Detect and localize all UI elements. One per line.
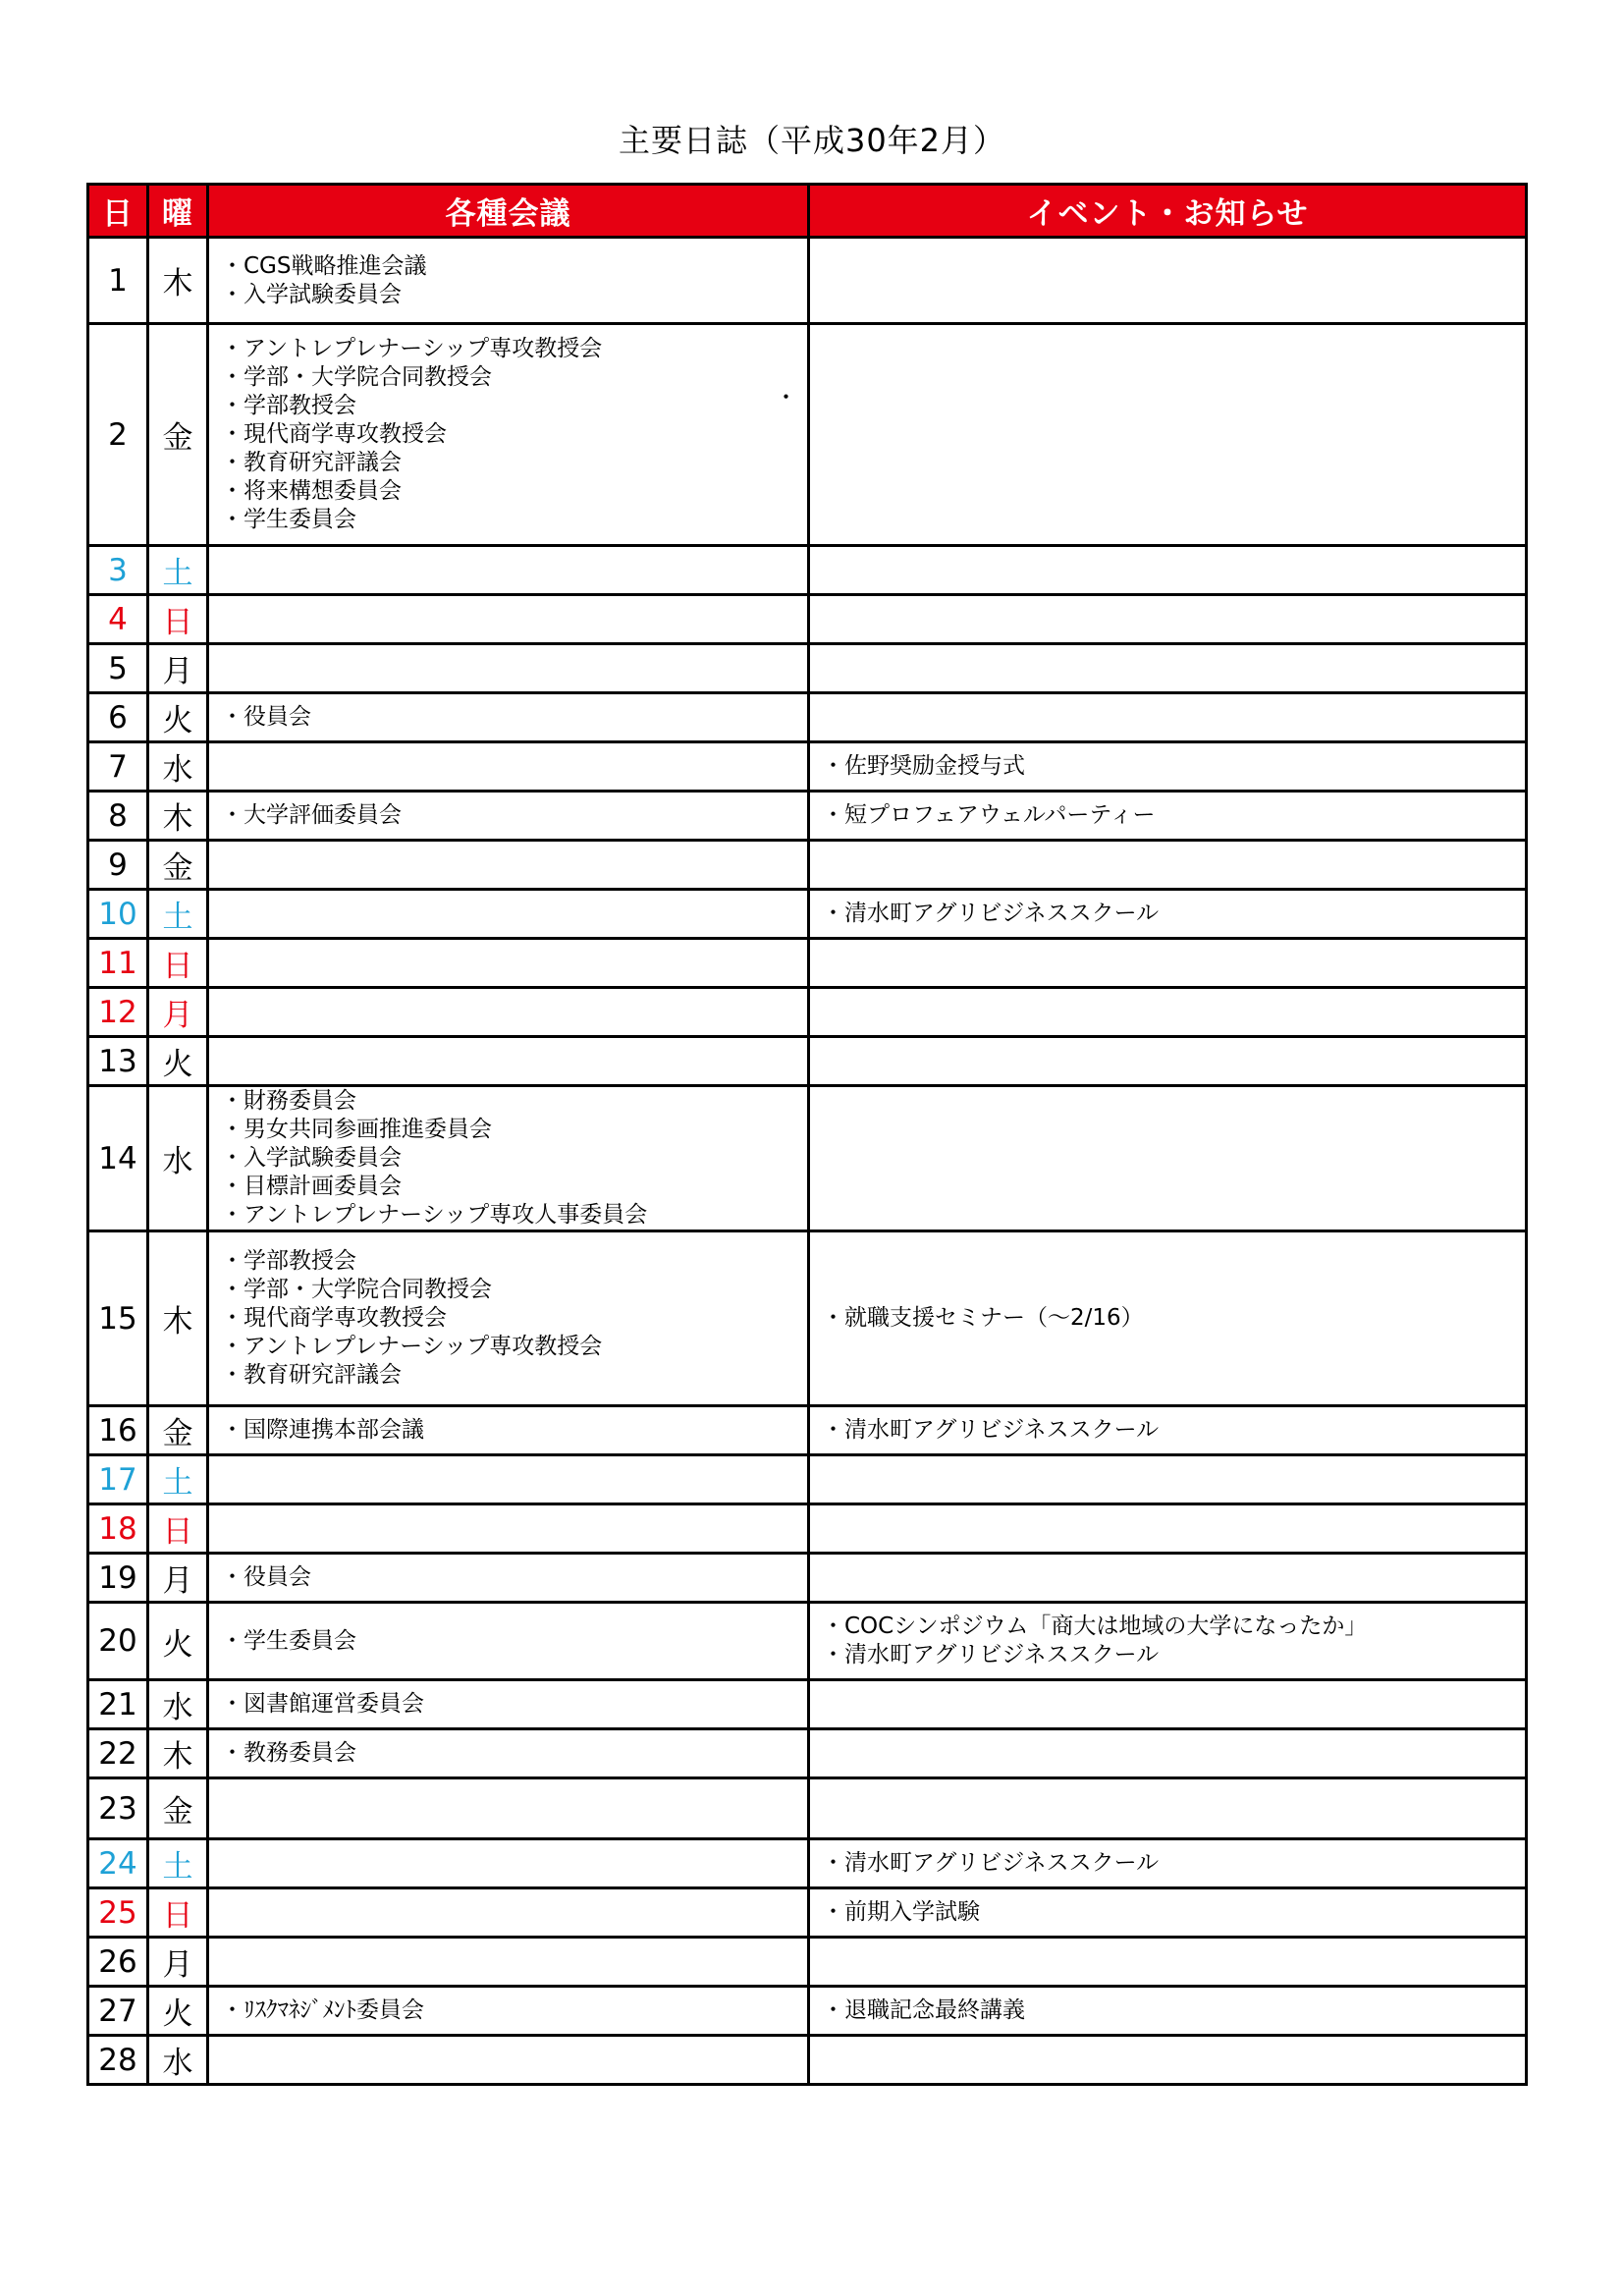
weekday: 日 — [148, 1504, 208, 1554]
meeting-item: ・CGS戦略推進会議 — [221, 252, 427, 279]
events-cell — [809, 546, 1527, 595]
weekday: 木 — [148, 792, 208, 841]
events-cell — [809, 1729, 1527, 1778]
meeting-item: ・学部教授会 — [221, 1248, 356, 1274]
day-number: 18 — [88, 1504, 148, 1554]
event-item: ・前期入学試験 — [822, 1899, 980, 1925]
day-number: 17 — [88, 1455, 148, 1504]
meetings-cell — [208, 324, 809, 546]
meetings-cell — [208, 1086, 809, 1231]
events-cell — [809, 1938, 1527, 1987]
events-cell — [809, 1987, 1527, 2036]
meetings-cell — [208, 1406, 809, 1455]
meetings-cell — [208, 238, 809, 324]
day-number: 2 — [88, 324, 148, 546]
weekday: 水 — [148, 1086, 208, 1231]
weekday: 木 — [148, 238, 208, 324]
meeting-item: ・入学試験委員会 — [221, 281, 402, 307]
meetings-cell — [208, 742, 809, 792]
table-row — [88, 1987, 1527, 2036]
table-row — [88, 988, 1527, 1037]
meetings-cell — [208, 595, 809, 644]
table-row — [88, 792, 1527, 841]
meeting-item: ・学部・大学院合同教授会 — [221, 364, 492, 390]
day-number: 3 — [88, 546, 148, 595]
meetings-cell — [208, 1778, 809, 1839]
event-item: ・短プロフェアウェルパーティー — [822, 802, 1156, 828]
event-item: ・清水町アグリビジネススクール — [822, 1417, 1160, 1443]
events-cell — [809, 1231, 1527, 1406]
meeting-item: ・男女共同参画推進委員会 — [221, 1117, 492, 1142]
meetings-cell — [208, 1987, 809, 2036]
diary-table — [86, 183, 1528, 2086]
event-item: ・就職支援セミナー（～2/16） — [822, 1305, 1144, 1331]
weekday: 金 — [148, 324, 208, 546]
weekday: 月 — [148, 644, 208, 693]
event-item: ・清水町アグリビジネススクール — [822, 1850, 1160, 1876]
weekday: 日 — [148, 939, 208, 988]
table-row — [88, 1504, 1527, 1554]
events-cell — [809, 324, 1527, 546]
weekday: 土 — [148, 1455, 208, 1504]
events-cell — [809, 1888, 1527, 1938]
event-item: ・COCシンポジウム「商大は地域の大学になったか」 — [822, 1613, 1368, 1639]
page-title: 主要日誌（平成30年2月） — [618, 122, 1006, 159]
day-number: 28 — [88, 2036, 148, 2085]
weekday: 火 — [148, 1037, 208, 1086]
day-number: 25 — [88, 1888, 148, 1938]
meetings-cell — [208, 693, 809, 742]
weekday: 木 — [148, 1729, 208, 1778]
events-cell — [809, 939, 1527, 988]
event-item: ・清水町アグリビジネススクール — [822, 1642, 1160, 1667]
weekday: 木 — [148, 1231, 208, 1406]
meeting-item: ・教育研究評議会 — [221, 450, 402, 475]
table-row — [88, 1037, 1527, 1086]
weekday: 月 — [148, 988, 208, 1037]
meetings-cell — [208, 1839, 809, 1888]
events-cell — [809, 1037, 1527, 1086]
day-number: 11 — [88, 939, 148, 988]
events-cell — [809, 238, 1527, 324]
meetings-cell — [208, 939, 809, 988]
table-row — [88, 1231, 1527, 1406]
weekday: 水 — [148, 2036, 208, 2085]
events-cell — [809, 693, 1527, 742]
events-cell — [809, 595, 1527, 644]
meetings-cell — [208, 1037, 809, 1086]
day-number: 13 — [88, 1037, 148, 1086]
table-row — [88, 939, 1527, 988]
meeting-item: ・学部教授会 — [221, 393, 356, 418]
weekday: 水 — [148, 1680, 208, 1729]
header-events: イベント・お知らせ — [809, 185, 1527, 238]
meetings-cell — [208, 841, 809, 890]
meeting-item: ・学部・大学院合同教授会 — [221, 1277, 492, 1302]
meetings-cell — [208, 2036, 809, 2085]
header-meetings: 各種会議 — [208, 185, 809, 238]
header-weekday: 曜 — [148, 185, 208, 238]
day-number: 10 — [88, 890, 148, 939]
weekday: 水 — [148, 742, 208, 792]
day-number: 22 — [88, 1729, 148, 1778]
table-row — [88, 595, 1527, 644]
meetings-cell — [208, 792, 809, 841]
meetings-cell — [208, 1729, 809, 1778]
table-row — [88, 1680, 1527, 1729]
table-row — [88, 890, 1527, 939]
table-row — [88, 1455, 1527, 1504]
weekday: 金 — [148, 1406, 208, 1455]
meeting-item: ・国際連携本部会議 — [221, 1417, 424, 1443]
events-cell — [809, 890, 1527, 939]
day-number: 23 — [88, 1778, 148, 1839]
events-cell — [809, 1406, 1527, 1455]
event-item: ・佐野奨励金授与式 — [822, 753, 1025, 779]
weekday: 金 — [148, 841, 208, 890]
meetings-cell — [208, 546, 809, 595]
meeting-item: ・教務委員会 — [221, 1740, 356, 1766]
event-item: ・退職記念最終講義 — [822, 1997, 1025, 2023]
events-cell — [809, 988, 1527, 1037]
events-cell — [809, 1778, 1527, 1839]
meeting-item: ・現代商学専攻教授会 — [221, 1305, 447, 1331]
meeting-item: ・アントレプレナーシップ専攻教授会 — [221, 336, 603, 361]
table-row — [88, 238, 1527, 324]
meeting-item: ・現代商学専攻教授会 — [221, 421, 447, 447]
meeting-item: ・教育研究評議会 — [221, 1362, 402, 1388]
day-number: 4 — [88, 595, 148, 644]
day-number: 5 — [88, 644, 148, 693]
events-cell — [809, 1554, 1527, 1603]
table-row — [88, 1729, 1527, 1778]
meeting-item: ・財務委員会 — [221, 1088, 356, 1114]
meetings-cell — [208, 1504, 809, 1554]
day-number: 26 — [88, 1938, 148, 1987]
table-row — [88, 1406, 1527, 1455]
diary-body — [88, 238, 1527, 2085]
events-cell — [809, 841, 1527, 890]
weekday: 火 — [148, 693, 208, 742]
table-row — [88, 546, 1527, 595]
day-number: 1 — [88, 238, 148, 324]
meetings-cell — [208, 1231, 809, 1406]
table-row — [88, 841, 1527, 890]
day-number: 27 — [88, 1987, 148, 2036]
events-cell — [809, 1504, 1527, 1554]
day-number: 9 — [88, 841, 148, 890]
table-row — [88, 1554, 1527, 1603]
events-cell — [809, 792, 1527, 841]
weekday: 月 — [148, 1554, 208, 1603]
table-row — [88, 644, 1527, 693]
events-cell — [809, 1680, 1527, 1729]
table-row — [88, 1086, 1527, 1231]
meetings-cell — [208, 1603, 809, 1680]
table-row — [88, 693, 1527, 742]
table-row — [88, 1603, 1527, 1680]
events-cell — [809, 742, 1527, 792]
meeting-item: ・大学評価委員会 — [221, 802, 402, 828]
header-row — [88, 185, 1527, 238]
weekday: 日 — [148, 595, 208, 644]
events-cell — [809, 1839, 1527, 1888]
table-row — [88, 1888, 1527, 1938]
day-number: 12 — [88, 988, 148, 1037]
table-row — [88, 2036, 1527, 2085]
events-cell — [809, 1603, 1527, 1680]
meeting-item: ・役員会 — [221, 704, 311, 730]
table-row — [88, 1839, 1527, 1888]
meetings-cell — [208, 988, 809, 1037]
meetings-cell — [208, 644, 809, 693]
weekday: 日 — [148, 1888, 208, 1938]
meeting-item: ・将来構想委員会 — [221, 478, 402, 504]
meeting-item: ・アントレプレナーシップ専攻教授会 — [221, 1334, 603, 1359]
meetings-cell — [208, 1938, 809, 1987]
meeting-item: ・ﾘｽｸﾏﾈｼﾞﾒﾝﾄ委員会 — [221, 1997, 424, 2023]
day-number: 15 — [88, 1231, 148, 1406]
meeting-item: ・学生委員会 — [221, 1627, 356, 1654]
day-number: 20 — [88, 1603, 148, 1680]
day-number: 14 — [88, 1086, 148, 1231]
meeting-item: ・入学試験委員会 — [221, 1145, 402, 1171]
weekday: 月 — [148, 1938, 208, 1987]
table-row — [88, 1778, 1527, 1839]
weekday: 火 — [148, 1987, 208, 2036]
meeting-item: ・図書館運営委員会 — [221, 1691, 424, 1717]
event-item: ・清水町アグリビジネススクール — [822, 901, 1160, 926]
meetings-cell — [208, 890, 809, 939]
day-number: 6 — [88, 693, 148, 742]
meeting-item: ・学生委員会 — [221, 507, 356, 532]
meetings-cell — [208, 1888, 809, 1938]
meetings-cell — [208, 1554, 809, 1603]
day-number: 16 — [88, 1406, 148, 1455]
events-cell — [809, 1455, 1527, 1504]
day-number: 24 — [88, 1839, 148, 1888]
weekday: 土 — [148, 890, 208, 939]
meetings-cell — [208, 1455, 809, 1504]
header-day: 日 — [88, 185, 148, 238]
events-cell — [809, 1086, 1527, 1231]
events-cell — [809, 644, 1527, 693]
table-row — [88, 742, 1527, 792]
day-number: 21 — [88, 1680, 148, 1729]
events-cell — [809, 2036, 1527, 2085]
weekday: 土 — [148, 1839, 208, 1888]
meetings-cell — [208, 1680, 809, 1729]
meeting-item: ・役員会 — [221, 1564, 311, 1590]
weekday: 土 — [148, 546, 208, 595]
table-row — [88, 1938, 1527, 1987]
table-row — [88, 324, 1527, 546]
meeting-item: ・アントレプレナーシップ専攻人事委員会 — [221, 1202, 648, 1228]
day-number: 8 — [88, 792, 148, 841]
weekday: 火 — [148, 1603, 208, 1680]
meeting-item: ・目標計画委員会 — [221, 1174, 402, 1199]
day-number: 19 — [88, 1554, 148, 1603]
weekday: 金 — [148, 1778, 208, 1839]
stray-bullet: ・ — [775, 385, 797, 410]
day-number: 7 — [88, 742, 148, 792]
